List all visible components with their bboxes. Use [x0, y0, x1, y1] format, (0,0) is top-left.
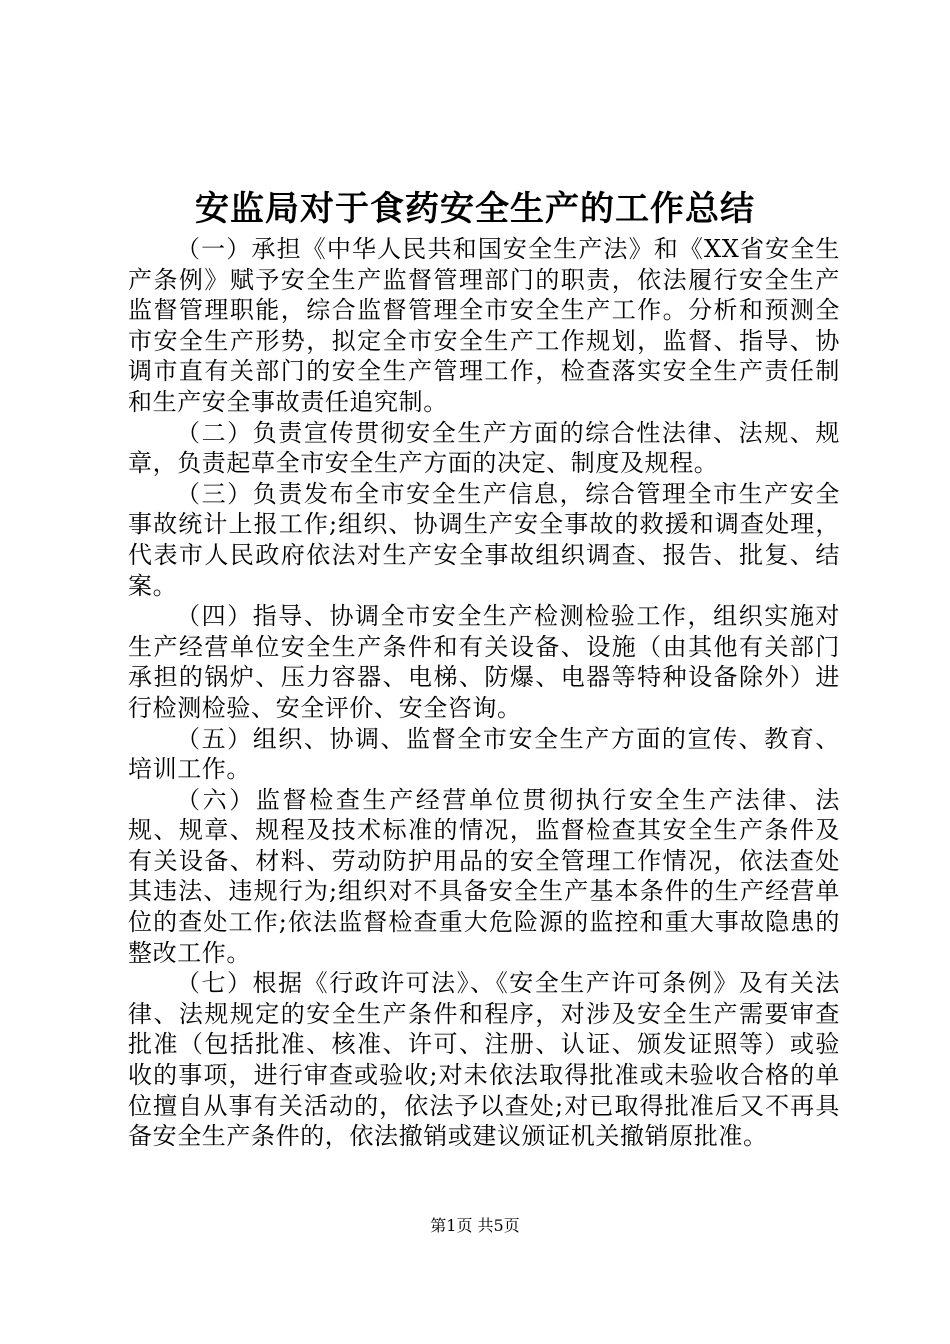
document-title: 安监局对于食药安全生产的工作总结 — [195, 189, 755, 229]
paragraph-1: （一）承担《中华人民共和国安全生产法》和《XX省安全生产条例》赋予安全生产监督管理部门的职责，依法履行安全生产监督管理职能，综合监督管理全市安全生产工作。分析和预测全市安全生产形势，拟定全市安全生产工作规划，监督、指导、协调市直有关部门的安全生产管理工作，检查落实安全生产责任制和生产安全事故责任追究制。 — [128, 235, 840, 416]
page-number-footer: 第1页 共5页 — [430, 1216, 520, 1235]
paragraph-2: （二）负责宣传贯彻安全生产方面的综合性法律、法规、规章，负责起草全市安全生产方面的决定、制度及规程。 — [128, 418, 840, 478]
paragraph-4: （四）指导、协调全市安全生产检测检验工作，组织实施对生产经营单位安全生产条件和有关设备、设施（由其他有关部门承担的锅炉、压力容器、电梯、防爆、电器等特种设备除外）进行检测检验、安全评价、安全咨询。 — [128, 602, 840, 722]
paragraph-6: （六）监督检查生产经营单位贯彻执行安全生产法律、法规、规章、规程及技术标准的情况，监督检查其安全生产条件及有关设备、材料、劳动防护用品的安全管理工作情况，依法查处其违法、违规行为;组织对不具备安全生产基本条件的生产经营单位的查处工作;依法监督检查重大危险源的监控和重大事故隐患的整改工作。 — [128, 785, 840, 967]
document-body — [128, 234, 840, 1152]
paragraph-7: （七）根据《行政许可法》、《安全生产许可条例》及有关法律、法规规定的安全生产条件和程序，对涉及安全生产需要审查批准（包括批准、核准、许可、注册、认证、颁发证照等）或验收的事项，进行审查或验收;对未依法取得批准或未验收合格的单位擅自从事有关活动的，依法予以查处;对已取得批准后又不再具备安全生产条件的，依法撤销或建议颁证机关撤销原批准。 — [128, 969, 840, 1151]
paragraph-3: （三）负责发布全市安全生产信息，综合管理全市生产安全事故统计上报工作;组织、协调生产安全事故的救援和调查处理，代表市人民政府依法对生产安全事故组织调查、报告、批复、结案。 — [128, 479, 840, 600]
paragraph-5: （五）组织、协调、监督全市安全生产方面的宣传、教育、培训工作。 — [128, 724, 840, 784]
